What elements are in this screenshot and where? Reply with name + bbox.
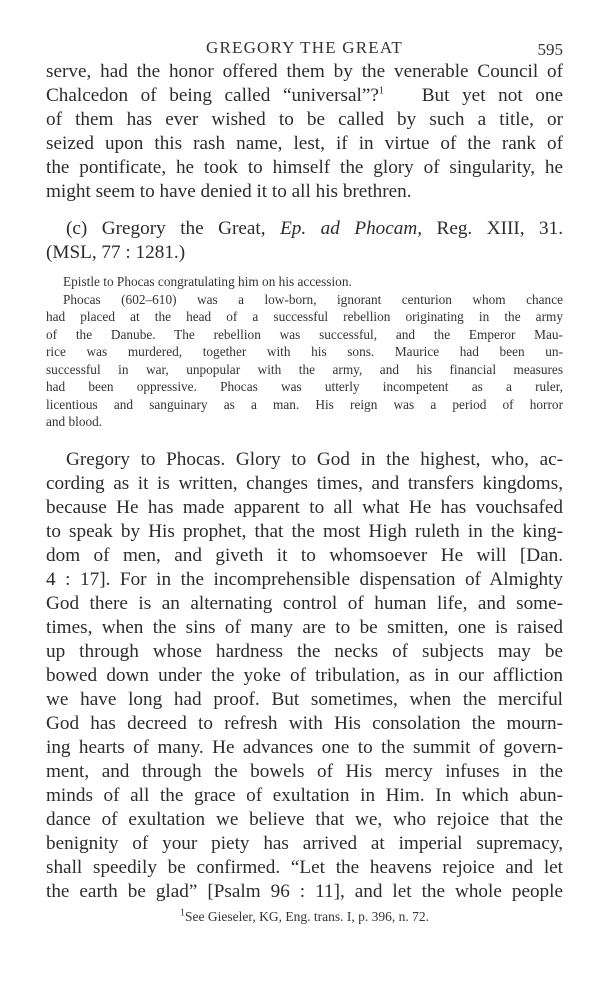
letter-text <box>46 448 563 904</box>
editorial-note <box>46 273 563 431</box>
text-line: to speak by His prophet, that the most High ruleth in the king- <box>46 520 563 542</box>
paragraph-continued <box>46 60 563 204</box>
section-heading <box>46 217 563 265</box>
text-line: of them has ever wished to be called by such a title, or <box>46 109 563 130</box>
running-head: GREGORY THE GREAT <box>205 38 404 57</box>
text-line: 4 : 17]. For in the incomprehensible dispensation of Almighty <box>46 568 563 590</box>
text-line: bowed down under the yoke of tribulation, as in our affliction <box>46 664 563 686</box>
section-source: (MSL, 77 : 1281.) <box>46 242 186 263</box>
text-line: ment, and through the bowels of His mercy infuses in the <box>46 760 563 782</box>
note-line: of the Danube. The rebellion was successful, and the Emperor Mau- <box>46 326 563 342</box>
text-line: up through whose hardness the necks of subjects may be <box>46 640 563 662</box>
text-line: serve, had the honor offered them by the venerable Council of <box>46 61 563 82</box>
note-line: Phocas (602–610) was a low-born, ignorant centurion whom chance <box>63 291 563 307</box>
text-line: cording as it is written, changes times, and transfers kingdoms, <box>46 472 563 494</box>
note-line: had been oppressive. Phocas was utterly incompetent as a ruler, <box>46 379 563 394</box>
text-segment: Chalcedon of being called “universal”? <box>46 85 379 106</box>
footnote-marker[interactable]: 1 <box>378 85 384 97</box>
page-header <box>46 38 563 60</box>
note-line: Epistle to Phocas congratulating him on his accession. <box>63 274 352 289</box>
text-line: dom of men, and giveth it to whomsoever He will [Dan. <box>46 544 563 566</box>
text-line: dance of exultation we believe that we, who rejoice that the <box>46 808 563 830</box>
note-line: successful in war, unpopular with the army, and his financial measures <box>46 361 563 377</box>
section-heading-line <box>46 217 563 241</box>
text-line: God has decreed to refresh with His consolation the mourn- <box>46 712 563 734</box>
note-line: licentious and sanguinary as a man. His reign was a period of horror <box>46 396 563 412</box>
section-label: (c) <box>66 218 88 239</box>
text-line: minds of all the grace of exultation in Him. In which abun- <box>46 784 563 806</box>
text-line: the earth be glad” [Psalm 96 : 11], and let the whole people <box>46 880 563 902</box>
text-line: God there is an alternating control of human life, and some- <box>46 592 563 614</box>
text-segment: But yet not one <box>421 85 563 106</box>
section-author: Gregory the Great, <box>101 218 266 239</box>
text-line: Gregory to Phocas. Glory to God in the highest, who, ac- <box>66 448 563 470</box>
text-line: benignity of your piety has arrived at imperial supremacy, <box>46 832 563 854</box>
text-line: we have long had proof. But sometimes, when the merciful <box>46 688 563 710</box>
text-line: times, when the sins of many are to be smitten, one is raised <box>46 616 563 638</box>
footnote-text: See Gieseler, KG, Eng. trans. I, p. 396, n. 72. <box>185 908 429 924</box>
note-line: rice was murdered, together with his sons. Maurice had been un- <box>46 344 563 359</box>
text-line <box>46 84 563 108</box>
note-line: had placed at the head of a successful rebellion originating in the army <box>46 309 563 324</box>
footnote <box>46 908 563 926</box>
text-line: might seem to have denied it to all his brethren. <box>46 181 412 202</box>
note-line: and blood. <box>46 414 103 429</box>
text-line: the pontificate, he took to himself the glory of singularity, he <box>46 157 563 178</box>
text-line: ing hearts of many. He advances one to the summit of govern- <box>46 736 563 758</box>
text-line: seized upon this rash name, lest, if in virtue of the rank of <box>46 133 563 154</box>
text-line: shall speedily be confirmed. “Let the heavens rejoice and let <box>46 856 563 878</box>
page <box>46 0 563 946</box>
section-reference: Reg. XIII, 31. <box>436 218 564 239</box>
page-number: 595 <box>537 40 563 59</box>
section-title: Ep. ad Phocam, <box>280 218 423 239</box>
text-line: because He has made apparent to all what He has vouchsafed <box>46 496 563 518</box>
footnote-number: 1 <box>180 907 186 918</box>
